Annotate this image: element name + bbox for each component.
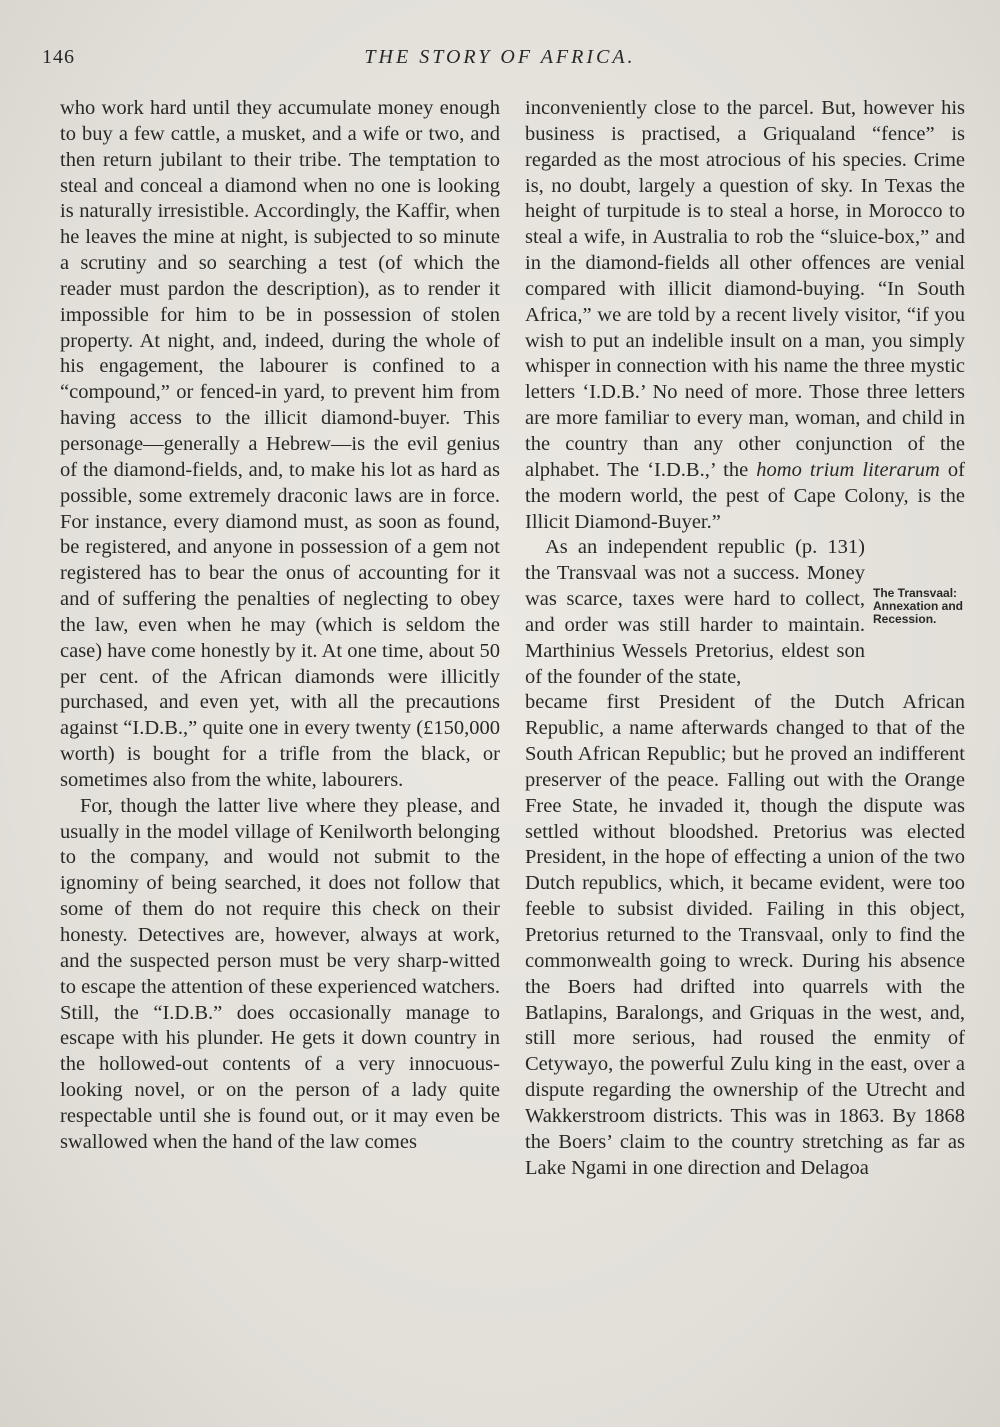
latin-phrase: homo trium literarum <box>756 458 940 481</box>
running-title: THE STORY OF AFRICA. <box>364 46 636 68</box>
right-column <box>525 96 965 1181</box>
right-paragraph-2a: As an independent republic (p. 131) the Transvaal was not a success. Money was scarce, taxes were hard to collect, and order was still harder to maintain. Marthinius Wessels Pretorius, eldest son of the founder of the state, <box>525 536 865 688</box>
left-paragraph-2: For, though the latter live where they please, and usually in the model village of Kenilworth belonging to the company, and would not submit to the ignominy of being searched, it does not follow that some of them do not require this check on their honesty. Detectives are, however, always at work, and the suspected person must be very sharp-witted to escape the attention of these experienced watchers. Still, the “I.D.B.” does occasionally manage to escape with his plunder. He gets it down country in the hollowed-out contents of a very innocuous-looking novel, or on the person of a lady quite respectable until she is found out, or it may even be swallowed when the hand of the law comes <box>60 794 500 1153</box>
page-number: 146 <box>42 46 75 68</box>
right-paragraph-1-text-b: of the modern world, the pest of Cape Colony, is the Illicit Diamond-Buyer.” <box>525 458 965 533</box>
right-paragraph-2b: became first President of the Dutch African Republic, a name afterwards changed to that of the South African Republic; but he proved an indifferent preserver of the peace. Falling out with the Orange Free State, he invaded it, though the dispute was settled without bloodshed. Pretorius was elected President, in the hope of effecting a union of the two Dutch republics, which, it became evident, were too feeble to subsist divided. Failing in this object, Pretorius returned to the Transvaal, only to find the commonwealth going to wreck. During his absence the Boers had drifted into quarrels with the Batlapins, Baralongs, and Griquas in the west, and, still more serious, had roused the enmity of Cetywayo, the powerful Zulu king in the east, over a dispute regarding the ownership of the Utrecht and Wakkerstroom districts. This was in 1863. By 1868 the Boers’ claim to the country stretching as far as Lake Ngami in one direction and Delagoa <box>525 691 965 1179</box>
right-paragraph-1-text-a: inconveniently close to the parcel. But, however his business is practised, a Griqualand “fence” is regarded as the most atrocious of his species. Crime is, no doubt, largely a question of sky. In Texas the height of turpitude is to steal a horse, in Morocco to steal a wife, in Australia to rob the “sluice-box,” and in the diamond-fields all other offences are venial compared with illicit diamond-buying. “In South Africa,” we are told by a recent lively visitor, “if you wish to put an indelible insult on a man, you simply whisper in connection with his name the three mystic letters ‘I.D.B.’ No need of more. Those three letters are more familiar to every man, woman, and child in the country than any other conjunction of the alphabet. The ‘I.D.B.,’ the <box>525 97 965 481</box>
left-column <box>60 96 500 1156</box>
left-paragraph-1: who work hard until they accumulate money enough to buy a few cattle, a musket, and a wife or two, and then return jubilant to their tribe. The temptation to steal and conceal a diamond when no one is looking is naturally irresistible. Accordingly, the Kaffir, when he leaves the mine at night, is subjected to so minute a scrutiny and so searching a test (of which the reader must pardon the description), as to render it impossible for him to be in possession of stolen property. At night, and, indeed, during the whole of his engagement, the labourer is confined to a “compound,” or fenced-in yard, to prevent him from having access to the illicit diamond-buyer. This personage—generally a Hebrew—is the evil genius of the diamond-fields, and, to make his lot as hard as possible, some extremely draconic laws are in force. For instance, every diamond must, as soon as found, be registered, and anyone in possession of a gem not registered has to bear the onus of accounting for it and of suffering the penalties of neglecting to obey the law, even when he may (which is seldom the case) have come honestly by it. At one time, about 50 per cent. of the African diamonds were illicitly purchased, and even yet, with all the precautions against “I.D.B.,” quite one in every twenty (£150,000 worth) is bought for a trifle from the black, or sometimes also from the white, labourers. <box>60 97 500 791</box>
page-header <box>42 46 958 76</box>
right-paragraph-1 <box>525 96 965 535</box>
annexation-section <box>525 535 965 690</box>
margin-side-note: The Transvaal: Annexation and Recession. <box>873 586 964 627</box>
